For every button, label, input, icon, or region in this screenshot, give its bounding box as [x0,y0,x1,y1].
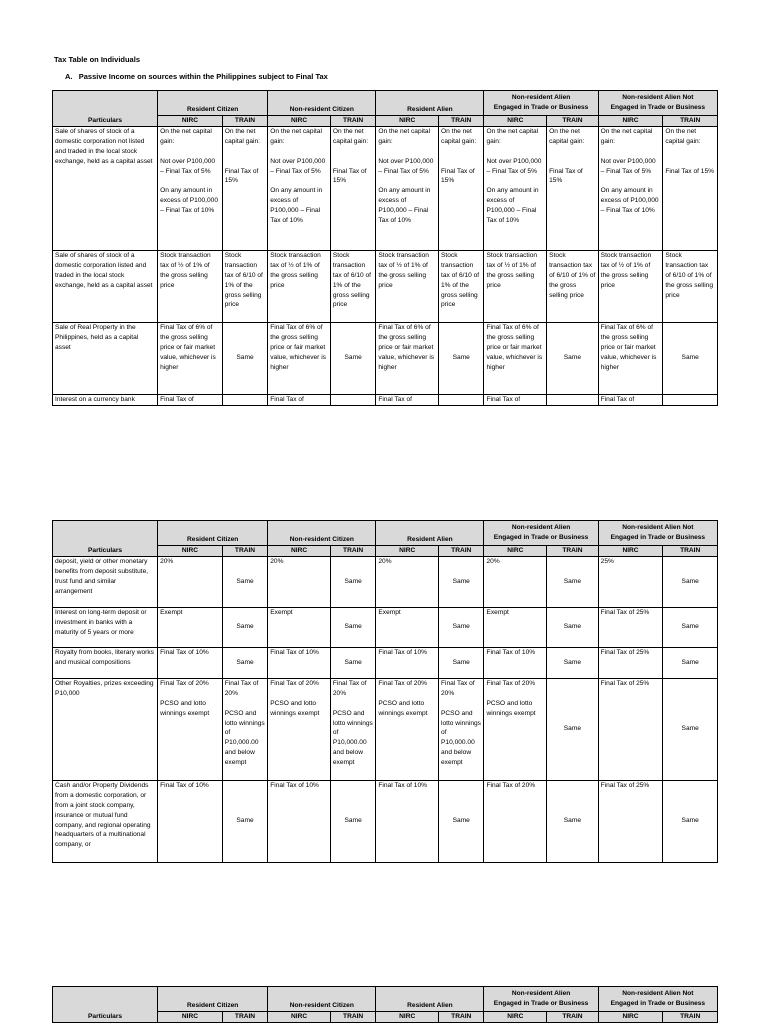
document-title: Tax Table on Individuals [54,55,140,64]
tax-table-part-2 [52,520,718,863]
nirc-cell: Stock transaction tax of ½ of 1% of the gross selling price [376,250,439,322]
train-cell: On the net capital gain: Final Tax of 15% [222,126,267,250]
header-train: TRAIN [330,1012,375,1023]
train-cell: On the net capital gain: Final Tax of 15% [330,126,375,250]
nirc-cell: Final Tax of 6% of the gross selling price or fair market value, whichever is higher [484,322,547,394]
table-row [53,250,718,322]
nirc-cell: On the net capital gain: Not over P100,000 – Final Tax of 5% On any amount in excess of P100,000 – Final Tax of 10% [158,126,223,250]
header-group-label: Resident Citizen [187,536,239,544]
train-cell: Stock transaction tax of 6/10 of 1% of the gross selling price [222,250,267,322]
train-cell: Same [222,647,267,678]
header-train: TRAIN [222,1012,267,1023]
train-cell: Same [222,322,267,394]
train-cell: Same [663,678,718,780]
nirc-cell: Final Tax of 10% [268,780,331,862]
train-cell [439,394,484,405]
train-cell: Same [330,607,375,647]
header-group-label: Non-resident Citizen [289,1002,354,1010]
train-cell: Final Tax of 20% PCSO and lotto winnings of P10,000.00 and below exempt [439,678,484,780]
nirc-cell: Final Tax of 20% PCSO and lotto winnings exempt [158,678,223,780]
header-group [484,521,598,546]
header-group [376,521,484,546]
nirc-cell: Final Tax of 6% of the gross selling price or fair market value, whichever is higher [598,322,663,394]
nirc-cell: Final Tax of 25% [598,780,663,862]
header-train: TRAIN [439,1012,484,1023]
nirc-cell: Final Tax of [268,394,331,405]
header-group-label: Non-resident Alien Not Engaged in Trade or Business [610,524,706,541]
nirc-cell: On the net capital gain: Not over P100,000 – Final Tax of 5% On any amount in excess of P100,000 – Final Tax of 10% [376,126,439,250]
particulars-cell: Other Royalties, prizes exceeding P10,000 [53,678,158,780]
nirc-cell: Exempt [376,607,439,647]
train-cell: Same [663,780,718,862]
header-group-label: Resident Citizen [187,1002,239,1010]
train-cell: Same [330,556,375,607]
nirc-cell: Final Tax of 10% [268,647,331,678]
nirc-cell: Final Tax of 10% [376,647,439,678]
train-cell: Same [222,607,267,647]
nirc-cell: Final Tax of 20% [484,780,547,862]
nirc-cell: 25% [598,556,663,607]
table-row [53,678,718,780]
header-train: TRAIN [663,546,718,557]
nirc-cell: Final Tax of 25% [598,647,663,678]
nirc-cell: Final Tax of 25% [598,678,663,780]
train-cell: Stock transaction tax of 6/10 of 1% of the gross selling price [663,250,718,322]
train-cell: Same [663,607,718,647]
train-cell: On the net capital gain: Final Tax of 15% [547,126,599,250]
header-nirc: NIRC [598,116,663,127]
nirc-cell: Final Tax of [158,394,223,405]
header-train: TRAIN [222,546,267,557]
header-nirc: NIRC [376,1012,439,1023]
header-group-label: Resident Alien [407,1002,453,1010]
nirc-cell: Final Tax of 6% of the gross selling price or fair market value, whichever is higher [158,322,223,394]
header-nirc: NIRC [268,546,331,557]
header-train: TRAIN [439,116,484,127]
nirc-cell: On the net capital gain: Not over P100,000 – Final Tax of 5% On any amount in excess of P100,000 – Final Tax of 10% [598,126,663,250]
nirc-cell: Final Tax of 10% [158,647,223,678]
header-nirc: NIRC [484,116,547,127]
header-group [376,987,484,1012]
nirc-cell: Final Tax of [598,394,663,405]
table-row [53,647,718,678]
header-particulars: Particulars [53,521,158,557]
particulars-cell: deposit, yield or other monetary benefits from deposit substitute, trust fund and similar arrangement [53,556,158,607]
header-train: TRAIN [330,116,375,127]
nirc-cell: Stock transaction tax of ½ of 1% of the gross selling price [268,250,331,322]
header-train: TRAIN [330,546,375,557]
header-particulars: Particulars [53,987,158,1023]
table-row [53,780,718,862]
header-train: TRAIN [663,116,718,127]
train-cell: Same [222,556,267,607]
train-cell: Same [663,322,718,394]
particulars-cell: Royalty from books, literary works and musical compositions [53,647,158,678]
header-train: TRAIN [547,1012,599,1023]
train-cell: Same [439,780,484,862]
train-cell: Same [547,607,599,647]
particulars-cell: Cash and/or Property Dividends from a domestic corporation, or from a joint stock company, insurance or mutual fund company, and regional operating headquarters of a multinational company, or [53,780,158,862]
header-nirc: NIRC [484,1012,547,1023]
train-cell: Same [547,647,599,678]
train-cell: Same [547,556,599,607]
nirc-cell: Final Tax of 20% PCSO and lotto winnings exempt [268,678,331,780]
nirc-cell: Final Tax of 10% [158,780,223,862]
table-row [53,394,718,405]
nirc-cell: Final Tax of 10% [484,647,547,678]
train-cell: On the net capital gain: Final Tax of 15% [663,126,718,250]
header-group [598,91,717,116]
train-cell: Same [439,322,484,394]
train-cell: Same [330,322,375,394]
tax-table-part-3 [52,986,718,1023]
train-cell: On the net capital gain: Final Tax of 15% [439,126,484,250]
header-nirc: NIRC [376,546,439,557]
table-row [53,322,718,394]
train-cell: Stock transaction tax of 6/10 of 1% of the gross selling price [547,250,599,322]
header-train: TRAIN [439,546,484,557]
header-group [158,91,268,116]
header-group-label: Resident Citizen [187,106,239,114]
header-group-label: Non-resident Citizen [289,106,354,114]
nirc-cell: Final Tax of 10% [376,780,439,862]
train-cell: Stock transaction tax of 6/10 of 1% of the gross selling price [330,250,375,322]
table-row [53,126,718,250]
header-group [484,91,598,116]
header-group-label: Non-resident Alien Engaged in Trade or Business [493,94,589,111]
header-group [158,521,268,546]
header-train: TRAIN [663,1012,718,1023]
particulars-cell: Interest on a currency bank [53,394,158,405]
nirc-cell: On the net capital gain: Not over P100,000 – Final Tax of 5% On any amount in excess of P100,000 – Final Tax of 10% [484,126,547,250]
particulars-cell: Interest on long-term deposit or investment in banks with a maturity of 5 years or more [53,607,158,647]
header-group [268,521,376,546]
header-particulars: Particulars [53,91,158,127]
train-cell: Stock transaction tax of 6/10 of 1% of the gross selling price [439,250,484,322]
header-group [484,987,598,1012]
header-nirc: NIRC [268,1012,331,1023]
nirc-cell: Final Tax of 20% PCSO and lotto winnings exempt [376,678,439,780]
header-nirc: NIRC [158,1012,223,1023]
nirc-cell: Final Tax of [484,394,547,405]
nirc-cell: On the net capital gain: Not over P100,000 – Final Tax of 5% On any amount in excess of P100,000 – Final Tax of 10% [268,126,331,250]
header-nirc: NIRC [598,546,663,557]
train-cell: Same [439,556,484,607]
train-cell [330,394,375,405]
header-train: TRAIN [547,546,599,557]
section-heading: A. Passive Income on sources within the Philippines subject to Final Tax [65,72,328,81]
train-cell: Same [547,322,599,394]
train-cell [547,394,599,405]
header-group-label: Non-resident Citizen [289,536,354,544]
header-group-label: Non-resident Alien Not Engaged in Trade or Business [610,990,706,1007]
train-cell: Same [439,647,484,678]
header-group [376,91,484,116]
nirc-cell: Final Tax of 6% of the gross selling price or fair market value, whichever is higher [268,322,331,394]
nirc-cell: Final Tax of 25% [598,607,663,647]
header-train: TRAIN [547,116,599,127]
header-group [158,987,268,1012]
header-group-label: Non-resident Alien Engaged in Trade or Business [493,524,589,541]
header-group-label: Resident Alien [407,106,453,114]
train-cell: Same [663,647,718,678]
header-group [598,987,717,1012]
nirc-cell: 20% [158,556,223,607]
header-group [598,521,717,546]
nirc-cell: Stock transaction tax of ½ of 1% of the gross selling price [484,250,547,322]
header-nirc: NIRC [598,1012,663,1023]
nirc-cell: Final Tax of 6% of the gross selling price or fair market value, whichever is higher [376,322,439,394]
header-nirc: NIRC [268,116,331,127]
particulars-cell: Sale of Real Property in the Philippines, held as a capital asset [53,322,158,394]
particulars-cell: Sale of shares of stock of a domestic corporation listed and traded in the local stock exchange, held as a capital asset [53,250,158,322]
header-nirc: NIRC [376,116,439,127]
train-cell: Same [547,780,599,862]
tax-table-part-1 [52,90,718,406]
train-cell: Same [330,780,375,862]
nirc-cell: Final Tax of [376,394,439,405]
nirc-cell: Stock transaction tax of ½ of 1% of the gross selling price [598,250,663,322]
train-cell: Same [547,678,599,780]
table-row [53,556,718,607]
table-row [53,607,718,647]
header-group-label: Non-resident Alien Engaged in Trade or Business [493,990,589,1007]
train-cell: Final Tax of 20% PCSO and lotto winnings of P10,000.00 and below exempt [222,678,267,780]
nirc-cell: Exempt [158,607,223,647]
particulars-cell: Sale of shares of stock of a domestic corporation not listed and traded in the local stock exchange, held as a capital asset [53,126,158,250]
header-nirc: NIRC [484,546,547,557]
nirc-cell: Stock transaction tax of ½ of 1% of the gross selling price [158,250,223,322]
train-cell [222,394,267,405]
train-cell: Same [663,556,718,607]
nirc-cell: Exempt [268,607,331,647]
nirc-cell: Exempt [484,607,547,647]
nirc-cell: Final Tax of 20% PCSO and lotto winnings exempt [484,678,547,780]
train-cell: Same [439,607,484,647]
nirc-cell: 20% [376,556,439,607]
header-group-label: Resident Alien [407,536,453,544]
header-nirc: NIRC [158,546,223,557]
train-cell: Same [330,647,375,678]
nirc-cell: 20% [484,556,547,607]
train-cell: Final Tax of 20% PCSO and lotto winnings of P10,000.00 and below exempt [330,678,375,780]
header-group [268,987,376,1012]
train-cell: Same [222,780,267,862]
train-cell [663,394,718,405]
header-group [268,91,376,116]
header-train: TRAIN [222,116,267,127]
header-group-label: Non-resident Alien Not Engaged in Trade or Business [610,94,706,111]
header-nirc: NIRC [158,116,223,127]
nirc-cell: 20% [268,556,331,607]
